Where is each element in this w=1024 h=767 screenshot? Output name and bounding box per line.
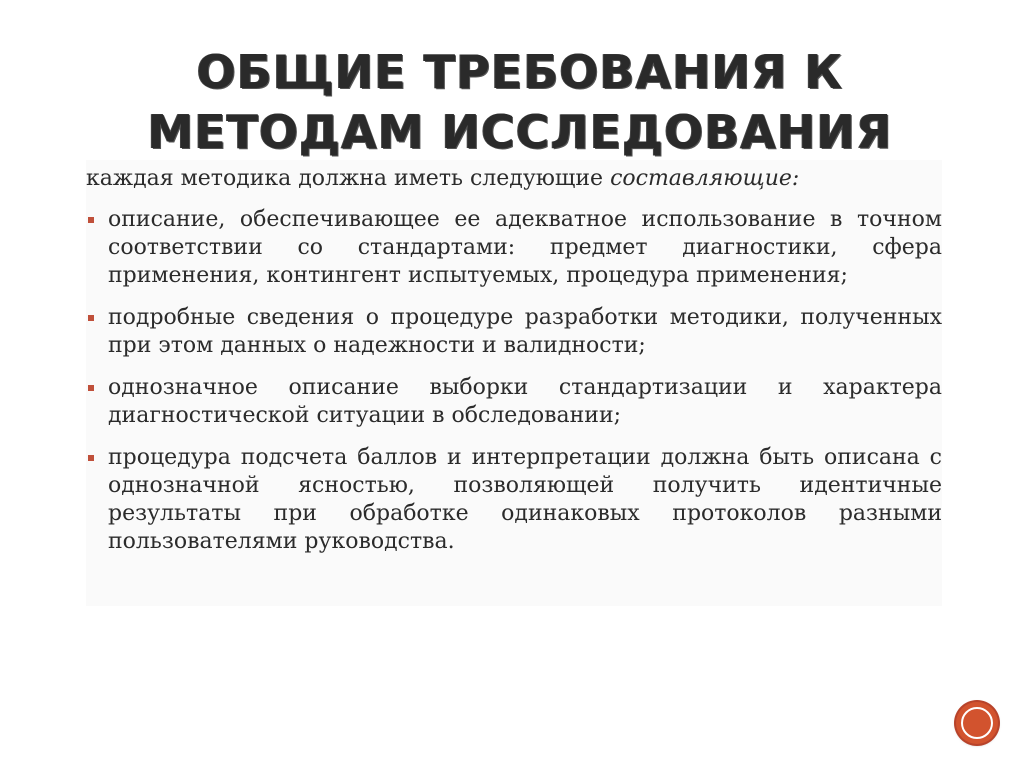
list-item-text: однозначное описание выборки стандартизации и характера диагностической ситуации в обследовании; <box>108 375 942 428</box>
square-bullet-icon <box>88 455 94 461</box>
list-item <box>86 206 942 290</box>
square-bullet-icon <box>88 315 94 321</box>
badge-ring <box>961 707 993 739</box>
list-item-text: описание, обеспечивающее ее адекватное использование в точном соответствии со стандартами: предмет диагностики, сфера применения, контингент испытуемых, процедура применения; <box>108 207 942 288</box>
intro-emphasis: составляющие: <box>610 166 800 191</box>
square-bullet-icon <box>88 217 94 223</box>
content-area <box>86 160 942 606</box>
list-item-text: подробные сведения о процедуре разработки методики, полученных при этом данных о надежности и валидности; <box>108 305 942 358</box>
circle-badge-icon <box>956 702 998 744</box>
list-item <box>86 444 942 556</box>
list-item <box>86 374 942 430</box>
intro-plain: каждая методика должна иметь следующие <box>86 166 611 191</box>
title-line-2: МЕТОДАМ ИССЛЕДОВАНИЯ <box>147 105 893 159</box>
slide-title <box>120 42 920 162</box>
square-bullet-icon <box>88 385 94 391</box>
list-item-text: процедура подсчета баллов и интерпретации должна быть описана с однозначной ясностью, позволяющей получить идентичные результаты при обработке одинаковых протоколов разными пользователями руководства. <box>108 445 942 554</box>
requirements-list <box>86 206 942 570</box>
title-line-1: ОБЩИЕ ТРЕБОВАНИЯ К <box>196 45 844 99</box>
list-item <box>86 304 942 360</box>
intro-text <box>86 164 799 194</box>
